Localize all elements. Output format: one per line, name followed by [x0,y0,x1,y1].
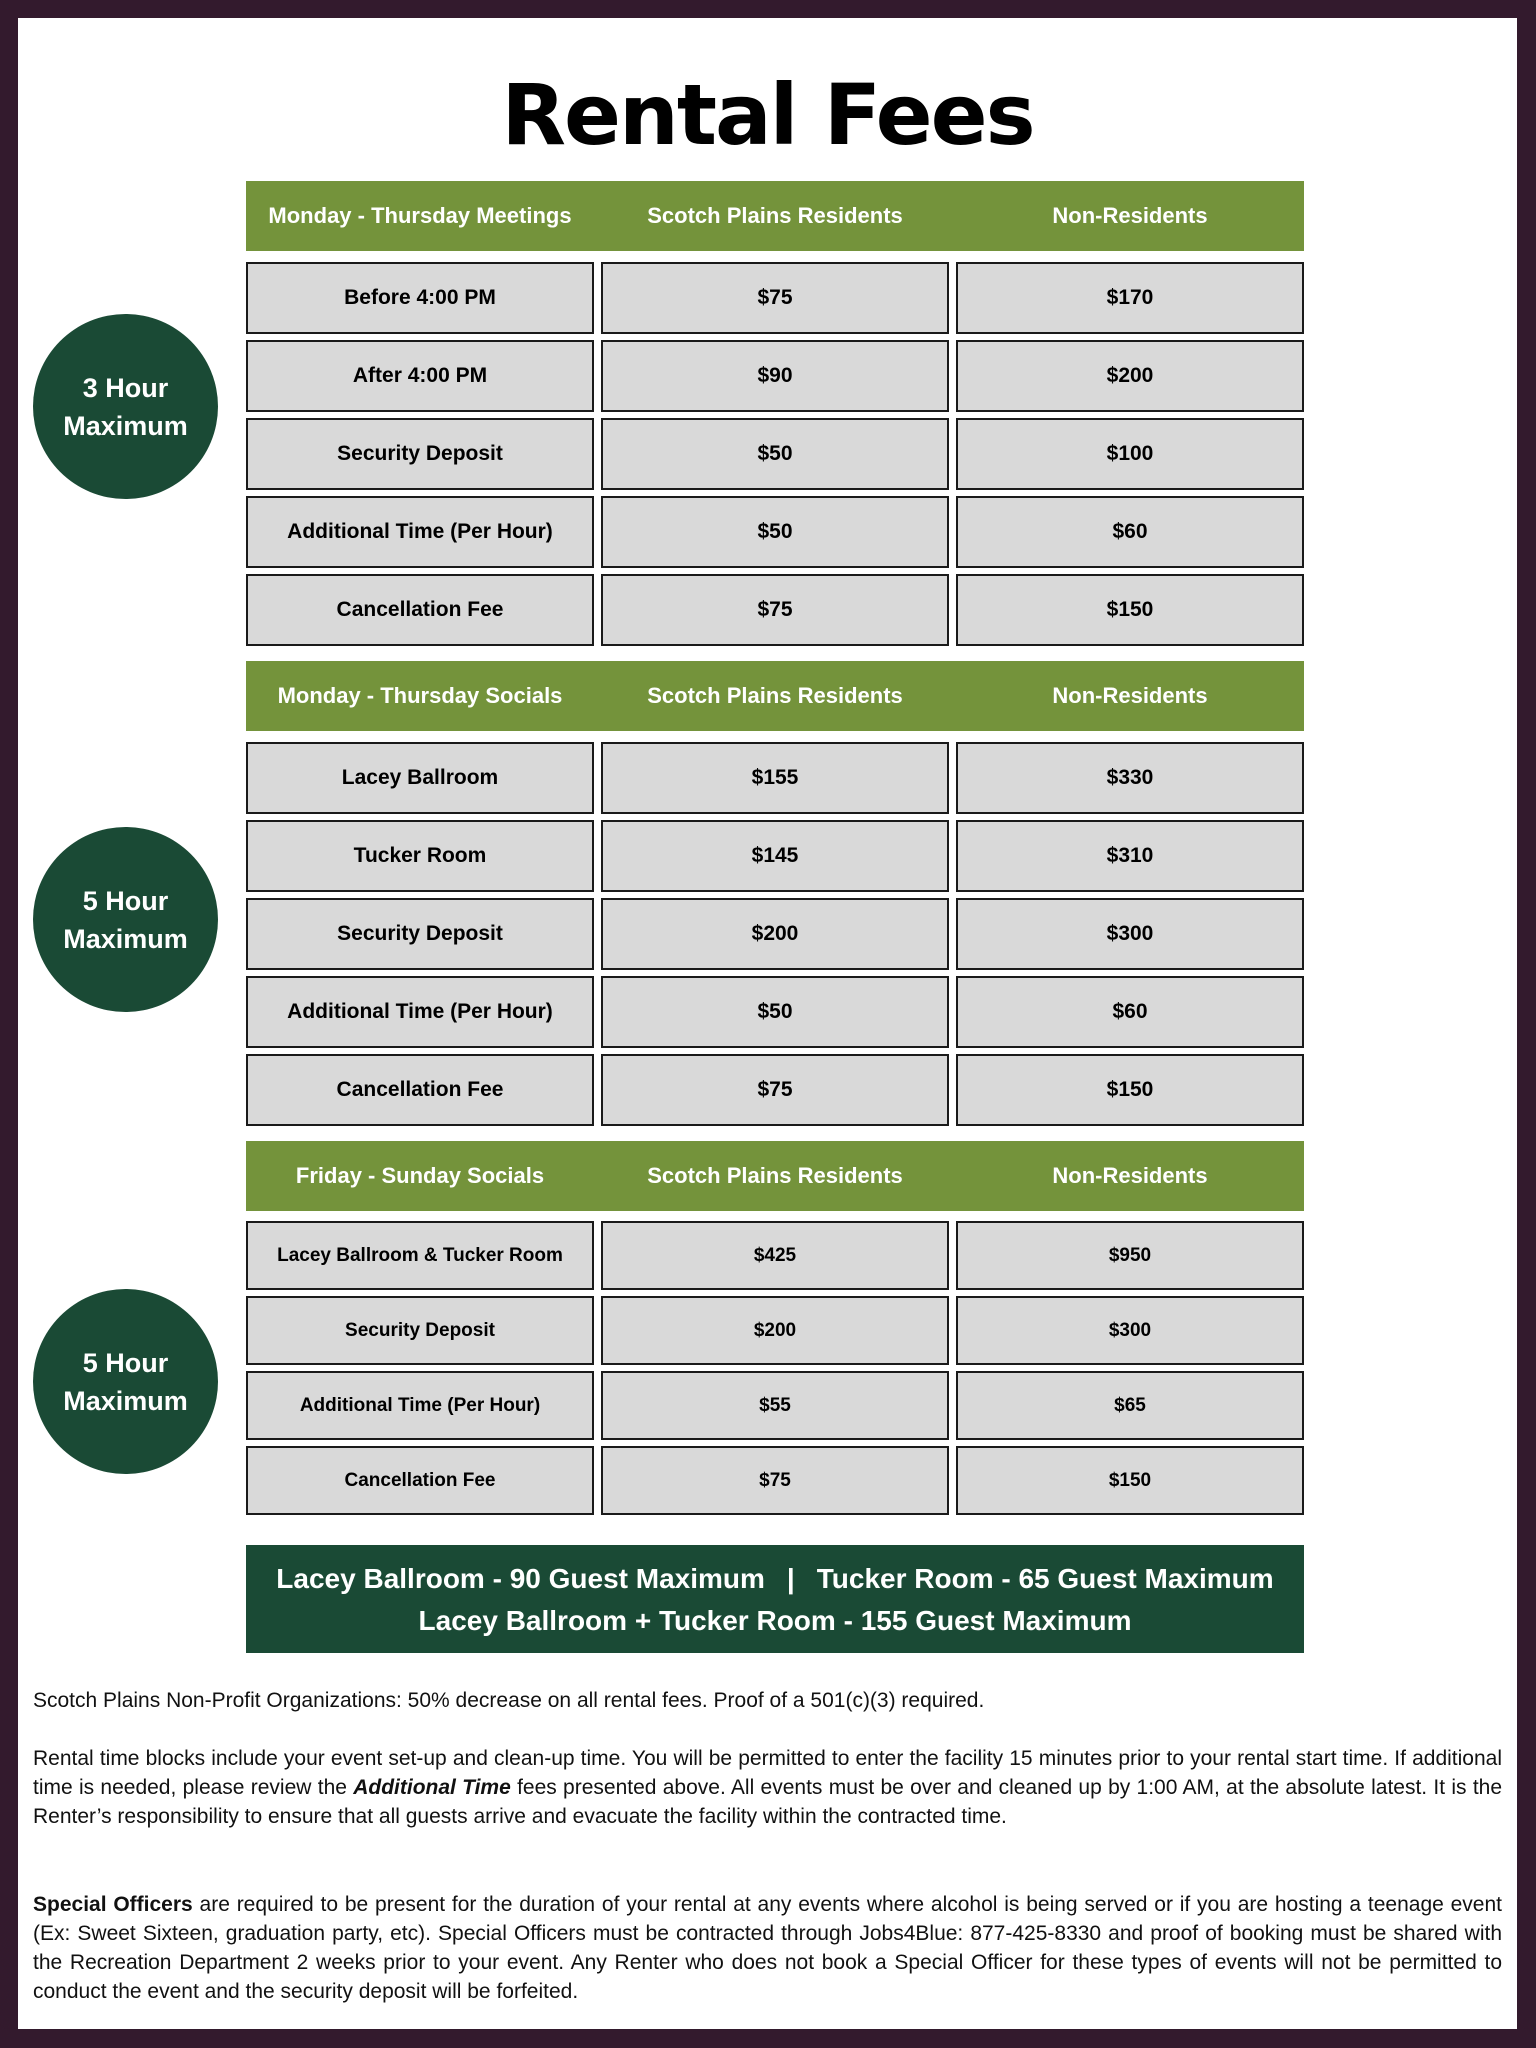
resident-fee: $90 [601,340,949,412]
tucker-capacity: Tucker Room - 65 Guest Maximum [816,1563,1274,1594]
row-label: Security Deposit [246,418,594,490]
header-residents: Scotch Plains Residents [647,1163,903,1188]
row-label: Additional Time (Per Hour) [246,1371,594,1440]
additional-time-emphasis: Additional Time [353,1776,511,1799]
header-non-residents: Non-Residents [1052,203,1208,228]
non-resident-fee: $150 [956,1446,1304,1515]
resident-fee: $75 [601,262,949,334]
non-resident-fee: $60 [956,976,1304,1048]
row-label: Additional Time (Per Hour) [246,496,594,568]
resident-fee: $425 [601,1221,949,1290]
row-label: Before 4:00 PM [246,262,594,334]
badge-line-1: 5 Hour [82,885,169,916]
resident-fee: $200 [601,1296,949,1365]
table-header-weekend-socials [246,1141,1304,1211]
non-resident-fee: $60 [956,496,1304,568]
row-label: Tucker Room [246,820,594,892]
lacey-capacity: Lacey Ballroom - 90 Guest Maximum [276,1563,765,1594]
page-title: Rental Fees [501,66,1034,164]
capacity-separator: | [786,1563,795,1594]
resident-fee: $50 [601,496,949,568]
capacity-line-1 [246,1558,1304,1600]
non-resident-fee: $170 [956,262,1304,334]
header-category: Monday - Thursday Socials [277,683,563,708]
rental-time-note [33,1744,1502,1831]
row-label: Security Deposit [246,1296,594,1365]
header-non-residents: Non-Residents [1052,683,1208,708]
badge-line-1: 5 Hour [82,1347,169,1378]
resident-fee: $145 [601,820,949,892]
badge-line-2: Maximum [63,923,188,954]
special-officers-note [33,1890,1502,2006]
row-label: Cancellation Fee [246,1054,594,1126]
non-resident-fee: $330 [956,742,1304,814]
flyer-page [18,18,1517,2029]
row-label: After 4:00 PM [246,340,594,412]
duration-badge-weekend-socials [33,1289,218,1474]
non-resident-fee: $150 [956,574,1304,646]
table-header-weekday-socials [246,661,1304,731]
table-header-meetings [246,181,1304,251]
badge-line-2: Maximum [63,410,188,441]
special-officers-label: Special Officers [33,1893,193,1916]
badge-line-1: 3 Hour [82,372,169,403]
row-label: Cancellation Fee [246,1446,594,1515]
row-label: Lacey Ballroom & Tucker Room [246,1221,594,1290]
row-label: Additional Time (Per Hour) [246,976,594,1048]
resident-fee: $200 [601,898,949,970]
non-resident-fee: $300 [956,1296,1304,1365]
non-resident-fee: $950 [956,1221,1304,1290]
header-category: Monday - Thursday Meetings [268,203,572,228]
resident-fee: $55 [601,1371,949,1440]
header-non-residents: Non-Residents [1052,1163,1208,1188]
row-label: Cancellation Fee [246,574,594,646]
duration-badge-weekday-socials [33,827,218,1012]
resident-fee: $50 [601,976,949,1048]
resident-fee: $75 [601,574,949,646]
resident-fee: $155 [601,742,949,814]
resident-fee: $50 [601,418,949,490]
header-category: Friday - Sunday Socials [295,1163,545,1188]
capacity-banner [246,1545,1304,1653]
non-resident-fee: $310 [956,820,1304,892]
resident-fee: $75 [601,1054,949,1126]
non-resident-fee: $150 [956,1054,1304,1126]
non-resident-fee: $200 [956,340,1304,412]
resident-fee: $75 [601,1446,949,1515]
duration-badge-meetings [33,314,218,499]
special-officers-text: are required to be present for the duration of your rental at any events where alcohol is being served or if you are hosting a teenage event (Ex: Sweet Sixteen, graduation party, etc). Special Officers must be contracted through Jobs4Blue: 877-425-8330 and proof of booking must be shared with the Recreation Department 2 weeks prior to your event. Any Renter who does not book a Special Officer for these types of events will not be permitted to conduct the event and the security deposit will be forfeited. [33,1893,1502,2003]
rental-time-text-2: fees presented above. All events must be over and cleaned up by 1:00 AM, at the absolute latest. It is the Renter’s responsibility to ensure that all guests arrive and evacuate the facility within the contracted time. [33,1776,1503,1828]
combined-capacity: Lacey Ballroom + Tucker Room - 155 Guest Maximum [418,1605,1132,1636]
row-label: Lacey Ballroom [246,742,594,814]
badge-line-2: Maximum [63,1385,188,1416]
rental-time-text-1: Rental time blocks include your event set-up and clean-up time. You will be permitted to enter the facility 15 minutes prior to your rental start time. If additional time is needed, please review the [33,1747,1502,1799]
non-resident-fee: $100 [956,418,1304,490]
nonprofit-note: Scotch Plains Non-Profit Organizations: 50% decrease on all rental fees. Proof of a 501(c)(3) required. [33,1689,985,1712]
non-resident-fee: $65 [956,1371,1304,1440]
header-residents: Scotch Plains Residents [647,203,903,228]
non-resident-fee: $300 [956,898,1304,970]
row-label: Security Deposit [246,898,594,970]
header-residents: Scotch Plains Residents [647,683,903,708]
